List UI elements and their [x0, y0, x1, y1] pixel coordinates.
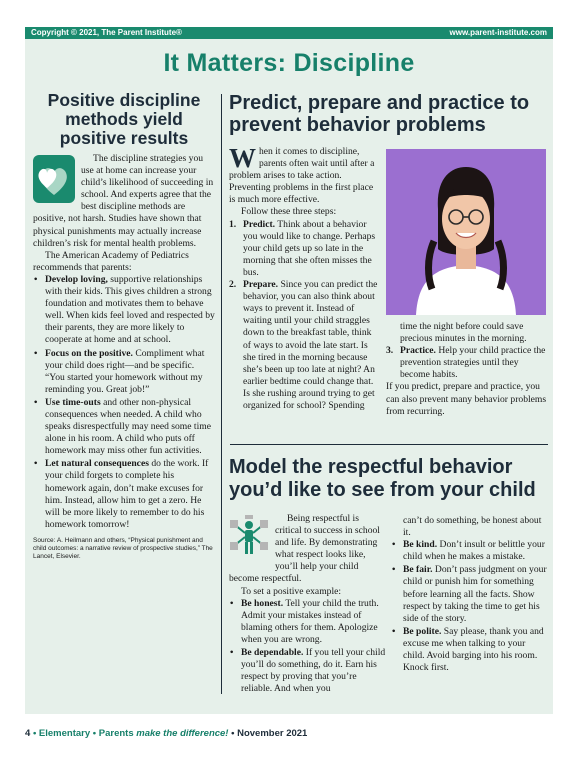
page-number: 4: [25, 728, 31, 739]
list-item: • Be kind. Don’t insult or belittle your child when he makes a mistake.: [391, 539, 548, 563]
article-positive-discipline: [33, 91, 215, 562]
article-intro: The discipline strategies you use at home can increase your child’s likelihood of succeeding in school. And experts agree that the best discipline methods are positive, not harsh. Studies have shown that physical punishments may actually increase children’s risk for mental health problems.: [33, 153, 214, 249]
continued-text: can’t do something, be honest about it.: [403, 515, 542, 539]
section-divider: [230, 444, 548, 445]
girl-photo: [386, 149, 546, 315]
list-item: 3. Practice. Help your child practice the prevention strategies until they become habits.: [386, 345, 546, 381]
continued-text: time the night before could save precious minutes in the morning.: [400, 321, 527, 345]
list-item: • Develop loving, supportive relationships with their kids. This gives children a strong foundation and motivates them to behave well. When kids feel loved and respected by their parents, they are more likely to cooperate at home and at school.: [33, 274, 215, 347]
brand-name: Parents: [98, 728, 134, 739]
article-model-col1: [229, 513, 387, 696]
top-banner: [25, 27, 553, 39]
steps-lead: Follow these three steps:: [241, 206, 337, 218]
article-predict-col1: [229, 143, 381, 412]
list-item: • Be dependable. If you tell your child you’ll do something, do it. Earn his respect by proving that you’re reliable. And when you: [229, 647, 387, 695]
hearts-icon: [33, 155, 75, 203]
list-item: 2. Prepare. Since you can predict the behavior, you can also think about ways to prevent it. Instead of waiting until your child straggles down to the breakfast table, think of ways to avoid the late start. Is she tired in the morning because she’s been up too late at night? An earlier bedtime could change that. Is she rushing around trying to get organized for school? Spending: [229, 279, 378, 411]
page-title: It Matters: Discipline: [163, 49, 415, 77]
brand-tagline: make the difference!: [136, 728, 229, 739]
list-item: • Use time-outs and other non-physical consequences when needed. A child who speaks disrespectfully may need some time alone in his room. A child who puts off homework may miss other fun activities.: [33, 397, 215, 457]
article-intro: Being respectful is critical to success in school and life. By demonstrating what respect looks like, you’ll help your child become respectful.: [229, 513, 380, 585]
closing-text: If you predict, prepare and practice, you can also prevent many behavior problems from recurring.: [386, 381, 547, 417]
article-title: Positive discipline methods yield positive results: [47, 90, 201, 148]
source-citation: Source: A. Heilmann and others, “Physical punishment and child outcomes: a narrative review of prospective studies,” The Lancet, Elsevier.: [33, 536, 213, 561]
drop-cap: W: [229, 143, 256, 173]
steps-list-cont: [386, 345, 548, 381]
column-divider: [221, 94, 222, 694]
list-item: • Be polite. Say please, thank you and excuse me when talking to your child. Avoid barging into his room. Knock first.: [391, 626, 548, 674]
issue-date: November 2021: [237, 728, 308, 739]
steps-list: [229, 219, 381, 413]
page-footer: 4 • Elementary • Parents make the difference! • November 2021: [25, 728, 308, 739]
list-item: • Let natural consequences do the work. If your child forgets to complete his homework again, don’t make excuses for him. Instead, allow him to get a zero. He will be more likely to remember to do his homework tomorrow!: [33, 458, 215, 531]
article-model-col2: [391, 515, 548, 675]
list-item: 1. Predict. Think about a behavior you would like to change. Perhaps your child gets up so late in the morning that she often misses the bus.: [229, 218, 376, 278]
list-item: • Focus on the positive. Compliment what your child does right—and be specific. “You started your homework without my reminding you. Great job!”: [33, 348, 215, 396]
recommend-lead: The American Academy of Pediatrics recommends that parents:: [33, 249, 189, 273]
list-item: • Be fair. Don’t pass judgment on your child or punish him for something before learning all the facts. Show respect by taking the time to get his side of the story.: [391, 564, 548, 624]
people-network-icon: [229, 515, 269, 561]
website-url: www.parent-institute.com: [449, 28, 547, 37]
example-lead: To set a positive example:: [241, 585, 342, 597]
article-intro: When it comes to discipline, parents often wait until after a problem arises to take action. Preventing problems in the first place is much more effective.: [229, 143, 375, 206]
recommendations-list: [33, 274, 215, 531]
list-item: • Be honest. Tell your child the truth. Admit your mistakes instead of blaming others for them. Apologize when you are wrong.: [229, 598, 387, 646]
article-predict-col2: [386, 321, 548, 418]
article-title-model: Model the respectful behavior you’d like to see from your child: [229, 456, 536, 501]
article-title-predict: Predict, prepare and practice to prevent behavior problems: [229, 92, 530, 136]
copyright-text: Copyright © 2021, The Parent Institute®: [31, 28, 182, 37]
example-list: [229, 598, 387, 696]
example-list-cont: [391, 539, 548, 674]
content-panel: [25, 39, 553, 714]
section-name: Elementary: [38, 728, 91, 739]
